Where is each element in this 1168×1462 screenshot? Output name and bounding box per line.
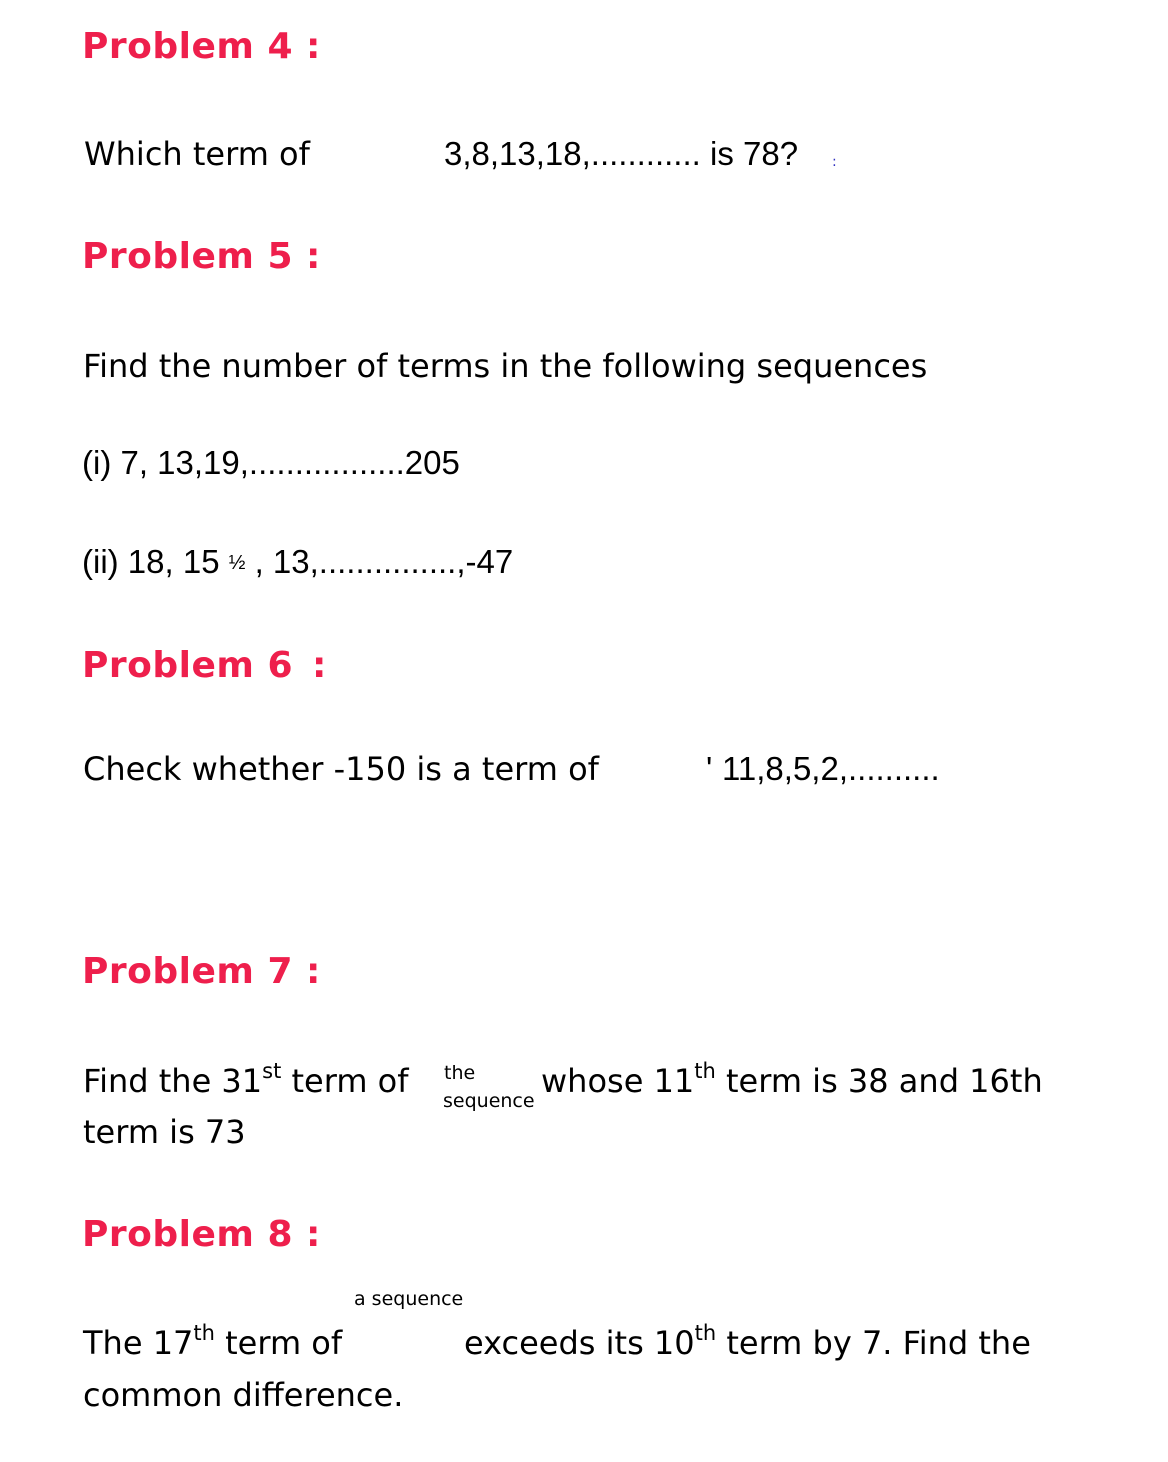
p8-the: The 17 (83, 1324, 194, 1362)
problem-4-text: Which term of (84, 135, 310, 173)
problem-8-overlay: a sequence (354, 1288, 464, 1310)
problem-5-part-ii (82, 542, 513, 583)
problem-7-line-1b (541, 1061, 1043, 1101)
problem-7-line-1a (83, 1061, 409, 1101)
p7-find: Find the 31 (83, 1062, 263, 1100)
p7-sup-th: th (694, 1059, 716, 1083)
part-ii-start: (ii) 18, 15 (82, 543, 220, 580)
p7-sup-st: st (262, 1059, 282, 1083)
problem-5-heading: Problem 5 : (82, 236, 321, 277)
problem-7-heading: Problem 7 : (82, 951, 321, 992)
problem-7-line-2: term is 73 (83, 1113, 246, 1151)
problem-6-text: Check whether -150 is a term of (83, 750, 599, 788)
p8-rest: term by 7. Find the (726, 1324, 1031, 1362)
problem-6-sequence: 11,8,5,2,.......... (722, 750, 940, 787)
problem-4-mark: : (832, 154, 837, 170)
problem-7-overlay-sequence: sequence (443, 1090, 535, 1112)
p7-rest: term is 38 and 16th (726, 1062, 1043, 1100)
p8-exceeds: exceeds its 10 (464, 1324, 695, 1362)
problem-8-line-2: common difference. (83, 1376, 404, 1414)
problem-7-overlay-the: the (444, 1062, 476, 1084)
part-ii-end: , 13,...............,-47 (254, 543, 514, 580)
p8-sup-th-2: th (694, 1321, 717, 1345)
problem-6-heading-colon: : (312, 645, 327, 686)
problem-6-heading: Problem 6 (82, 645, 293, 686)
p8-term-of: term of (225, 1324, 343, 1362)
p8-sup-th: th (193, 1321, 215, 1345)
problem-8-heading: Problem 8 : (82, 1214, 321, 1255)
p7-term-of: term of (291, 1062, 409, 1100)
problem-5-text: Find the number of terms in the following sequences (83, 347, 928, 385)
problem-4-sequence: 3,8,13,18,............ is 78? (444, 135, 799, 172)
problem-8-line-1a (83, 1323, 342, 1363)
half-fraction: ½ (228, 552, 246, 574)
problem-4-heading: Problem 4 : (82, 26, 321, 67)
problem-6-mark: ' (706, 750, 713, 787)
problem-5-part-i: (i) 7, 13,19,.................205 (82, 444, 460, 481)
p7-whose: whose 11 (541, 1062, 695, 1100)
problem-8-line-1b (464, 1323, 1031, 1363)
